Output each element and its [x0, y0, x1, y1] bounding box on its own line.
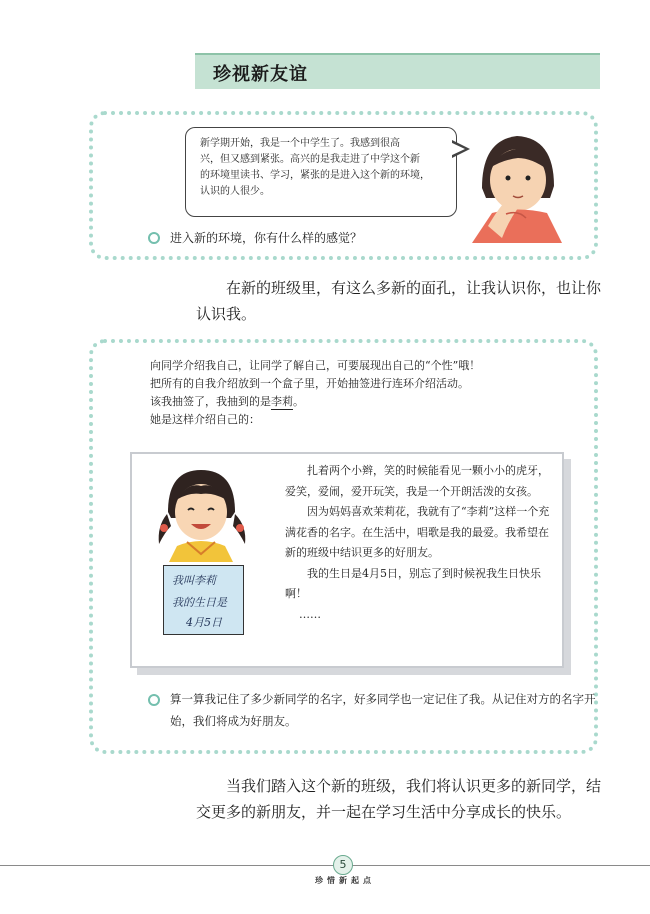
question-bullet-icon	[148, 232, 160, 244]
instruction-line	[150, 393, 570, 411]
self-intro-paragraph: 因为妈妈喜欢茉莉花，我就有了“李莉”这样一个充满花香的名字。在生活中，唱歌是我的最爱。我希望在新的班级中结识更多的好朋友。	[285, 505, 550, 559]
question-1: 进入新的环境，你有什么样的感觉？	[170, 231, 363, 245]
instruction-line: 把所有的自我介绍放到一个盒子里，开始抽签进行连环介绍活动。	[150, 377, 469, 390]
self-intro-text	[285, 461, 555, 625]
drawn-name: 李莉	[271, 395, 293, 408]
bubble-line: 新学期开始，我是一个中学生了。我感到很高	[200, 138, 400, 149]
instruction-text: 。	[293, 395, 304, 408]
self-intro-paragraph: 我的生日是4月5日，别忘了到时候祝我生日快乐啊！	[285, 566, 541, 600]
name-card-line: 我叫李莉	[172, 574, 216, 587]
self-intro-paragraph: 扎着两个小辫，笑的时候能看见一颗小小的虎牙，爱笑，爱闹，爱开玩笑，我是一个开朗活泼的女孩。	[285, 464, 549, 498]
self-intro-ellipsis: ……	[299, 607, 321, 621]
name-card-line: 4月5日	[186, 616, 222, 629]
footer-rule	[0, 865, 650, 866]
question-2: 算一算我记住了多少新同学的名字，好多同学也一定记住了我。从记住对方的名字开始，我们将成为好朋友。	[170, 692, 596, 728]
bubble-line: 的环境里读书、学习，紧张的是进入这个新的环境，	[200, 170, 430, 181]
smiling-girl-illustration	[143, 462, 258, 562]
name-card	[163, 565, 244, 635]
name-card-line: 我的生日是	[172, 596, 227, 609]
bubble-line: 兴，但又感到紧张。高兴的是我走进了中学这个新	[200, 154, 420, 165]
instruction-line: 她是这样介绍自己的：	[150, 413, 260, 426]
speech-bubble-text	[200, 136, 444, 200]
question-bullet-icon	[148, 694, 160, 706]
section-title-band	[195, 53, 600, 89]
footer-title: 珍惜新起点	[315, 876, 375, 885]
paragraph-closing: 当我们踏入这个新的班级，我们将认识更多的新同学，结交更多的新朋友，并一起在学习生活中分享成长的快乐。	[196, 777, 602, 821]
thinking-girl-illustration	[462, 118, 572, 243]
instruction-line: 向同学介绍我自己，让同学了解自己，可要展现出自己的“个性”哦！	[150, 359, 481, 372]
bubble-line: 认识的人很少。	[200, 186, 270, 197]
activity-instructions	[150, 357, 570, 429]
paragraph-new-faces: 在新的班级里，有这么多新的面孔，让我认识你，也让你认识我。	[196, 279, 602, 323]
section-title: 珍视新友谊	[213, 64, 308, 85]
instruction-text: 该我抽签了，我抽到的是	[150, 395, 271, 408]
page-number: 5	[333, 855, 353, 875]
